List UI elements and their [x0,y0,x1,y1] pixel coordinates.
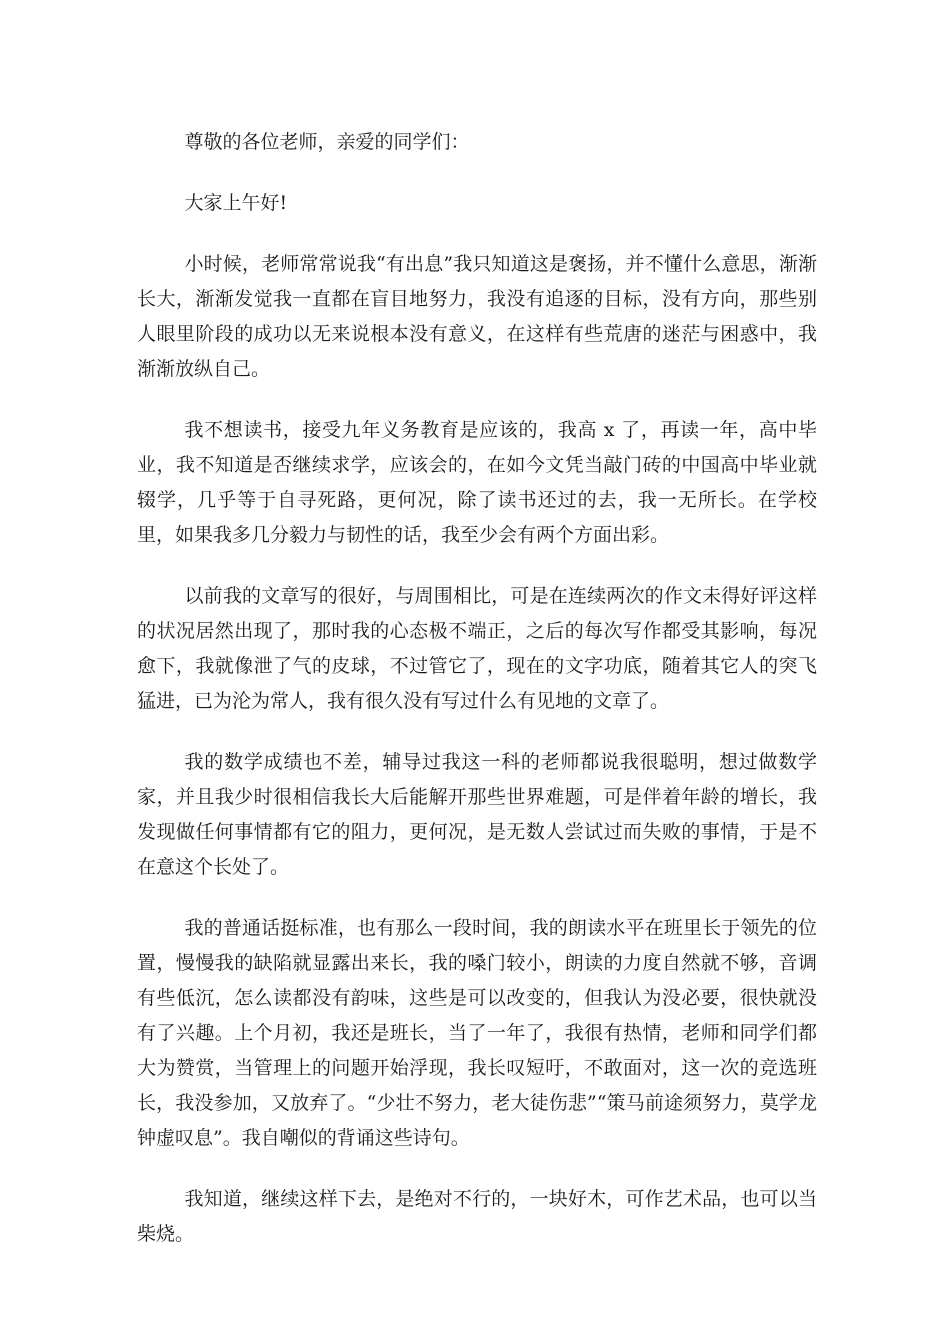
greeting-line: 尊敬的各位老师，亲爱的同学们： [184,131,470,153]
paragraph: 我的数学成绩也不差，辅导过我这一科的老师都说我很聪明，想过做数学家，并且我少时很相信我长大后能解开那些世界难题，可是伴着年龄的增长，我发现做任何事情都有它的阻力，更何况，是无数人尝试过而失败的事情，于是不在意这个长处了。 [137,751,817,878]
speech-body [137,125,817,1278]
paragraph: 小时候，老师常常说我“有出息”我只知道这是褒扬，并不懂什么意思，渐渐长大，渐渐发觉我一直都在盲目地努力，我没有追逐的目标，没有方向，那些别人眼里阶段的成功以无来说根本没有意义，在这样有些荒唐的迷茫与困惑中，我渐渐放纵自己。 [137,253,817,380]
paragraph: 我不想读书，接受九年义务教育是应该的，我高 x 了，再读一年，高中毕业，我不知道是否继续求学，应该会的，在如今文凭当敲门砖的中国高中毕业就辍学，几乎等于自寻死路，更何况，除了读书还过的去，我一无所长。在学校里，如果我多几分毅力与韧性的话，我至少会有两个方面出彩。 [137,419,817,546]
salutation-line: 大家上午好! [184,192,288,214]
paragraph: 以前我的文章写的很好，与周围相比，可是在连续两次的作文未得好评这样的状况居然出现了，那时我的心态极不端正，之后的每次写作都受其影响，每况愈下，我就像泄了气的皮球，不过管它了，现在的文字功底，随着其它人的突飞猛进，已为沦为常人，我有很久没有写过什么有见地的文章了。 [137,585,817,712]
paragraph: 我的普通话挺标准，也有那么一段时间，我的朗读水平在班里长于领先的位置，慢慢我的缺陷就显露出来长，我的嗓门较小，朗读的力度自然就不够，音调有些低沉，怎么读都没有韵味，这些是可以改变的，但我认为没必要，很快就没有了兴趣。上个月初，我还是班长，当了一年了，我很有热情，老师和同学们都大为赞赏，当管理上的问题开始浮现，我长叹短吁，不敢面对，这一次的竞选班长，我没参加，又放弃了。“少壮不努力，老大徒伤悲”“策马前途须努力，莫学龙钟虚叹息”。我自嘲似的背诵这些诗句。 [137,917,817,1149]
paragraph: 我知道，继续这样下去，是绝对不行的，一块好木，可作艺术品，也可以当柴烧。 [137,1188,817,1245]
